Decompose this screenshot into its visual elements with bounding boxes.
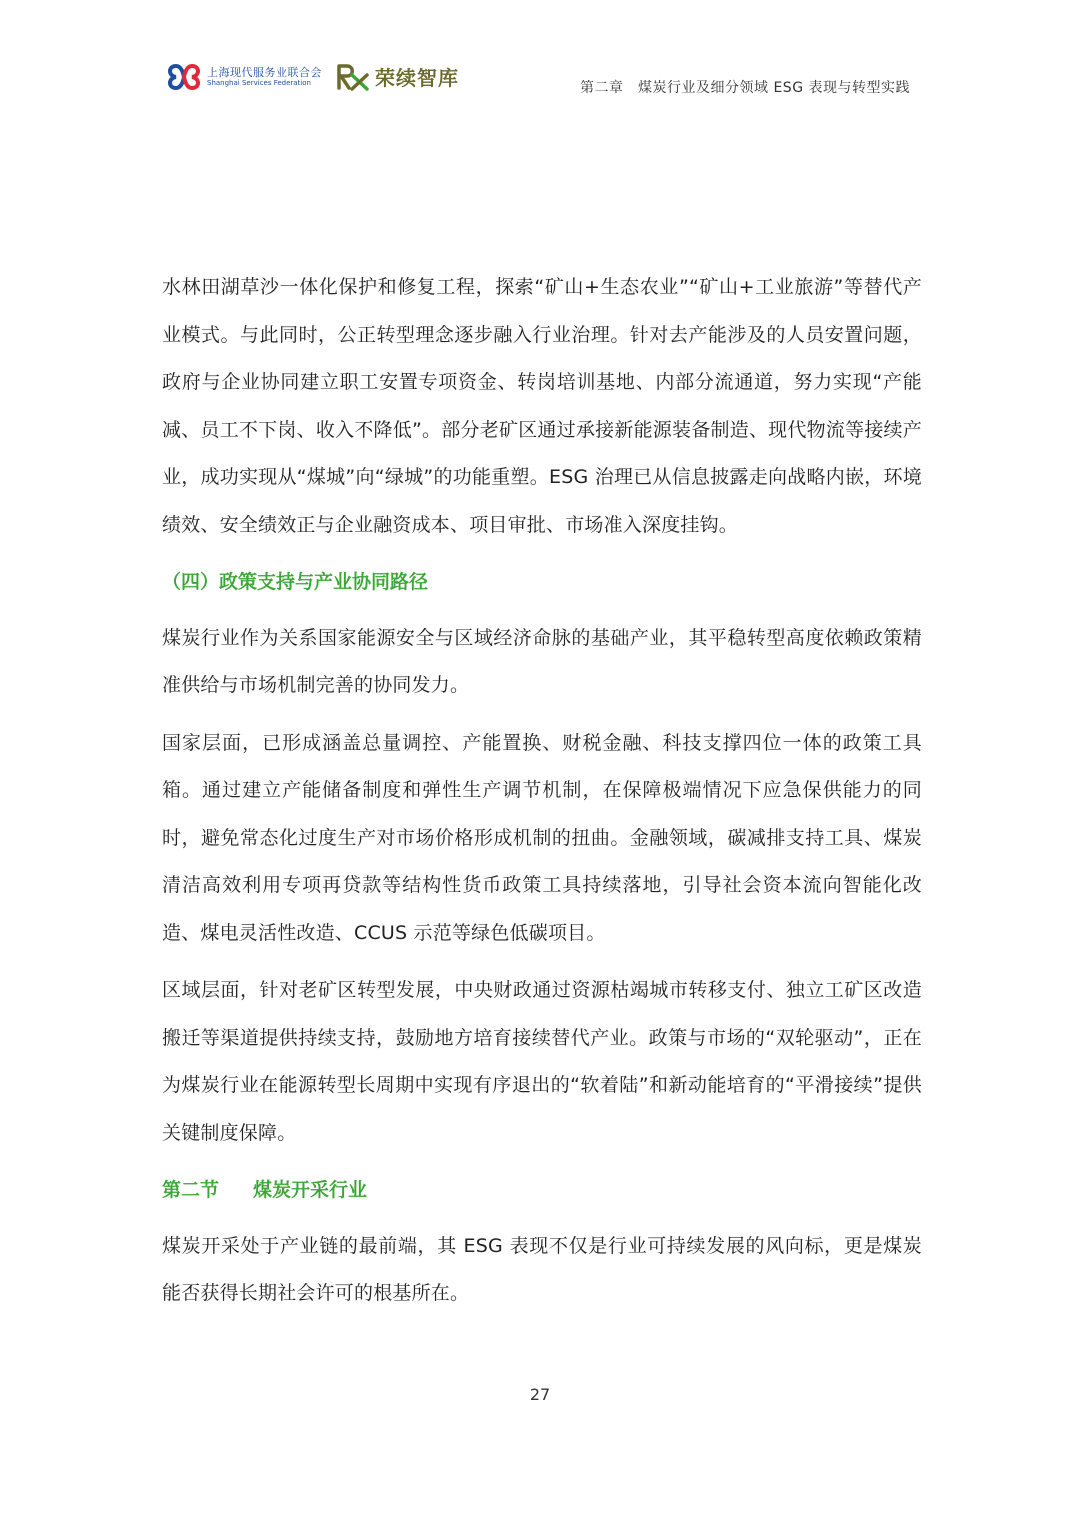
policy-paragraph-3: 区域层面，针对老矿区转型发展，中央财政通过资源枯竭城市转移支付、独立工矿区改造搬迁等渠道提供持续支持，鼓励地方培育接续替代产业。政策与市场的“双轮驱动”，正在为煤炭行业在能源转型长周期中实现有序退出的“软着陆”和新动能培育的“平滑接续”提供关键制度保障。 [162, 979, 922, 1144]
section-paragraph: 煤炭开采处于产业链的最前端，其 ESG 表现不仅是行业可持续发展的风向标，更是煤炭能否获得长期社会许可的根基所在。 [162, 1234, 922, 1304]
page-header [0, 0, 1080, 110]
shanghai-services-federation-logo-icon [166, 62, 202, 92]
think-tank-name: 荣续智库 [375, 66, 459, 90]
rongxu-think-tank-logo-icon [336, 63, 370, 91]
main-content [162, 264, 922, 1318]
intro-paragraph: 水林田湖草沙一体化保护和修复工程，探索“矿山+生态农业”“矿山+工业旅游”等替代产业模式。与此同时，公正转型理念逐步融入行业治理。针对去产能涉及的人员安置问题，政府与企业协同建立职工安置专项资金、转岗培训基地、内部分流通道，努力实现“产能减、员工不下岗、收入不降低”。部分老矿区通过承接新能源装备制造、现代物流等接续产业，成功实现从“煤城”向“绿城”的功能重塑。ESG 治理已从信息披露走向战略内嵌，环境绩效、安全绩效正与企业融资成本、项目审批、市场准入深度挂钩。 [162, 276, 922, 536]
ssf-name-cn: 上海现代服务业联合会 [207, 66, 322, 79]
policy-paragraph-1: 煤炭行业作为关系国家能源安全与区域经济命脉的基础产业，其平稳转型高度依赖政策精准供给与市场机制完善的协同发力。 [162, 626, 922, 696]
chapter-title: 第二章 煤炭行业及细分领域 ESG 表现与转型实践 [580, 80, 910, 96]
policy-paragraph-2: 国家层面，已形成涵盖总量调控、产能置换、财税金融、科技支撑四位一体的政策工具箱。通过建立产能储备制度和弹性生产调节机制，在保障极端情况下应急保供能力的同时，避免常态化过度生产对市场价格形成机制的扭曲。金融领域，碳减排支持工具、煤炭清洁高效利用专项再贷款等结构性货币政策工具持续落地，引导社会资本流向智能化改造、煤电灵活性改造、CCUS 示范等绿色低碳项目。 [162, 731, 922, 944]
ssf-name-en: Shanghai Services Federation [207, 79, 311, 87]
section-label: 第二节 [162, 1179, 220, 1201]
subsection-title: （四）政策支持与产业协同路径 [162, 571, 429, 593]
section-heading [162, 1167, 922, 1215]
section-title: 煤炭开采行业 [253, 1179, 368, 1201]
ssf-name-block [207, 66, 322, 88]
page-number: 27 [529, 1385, 551, 1404]
